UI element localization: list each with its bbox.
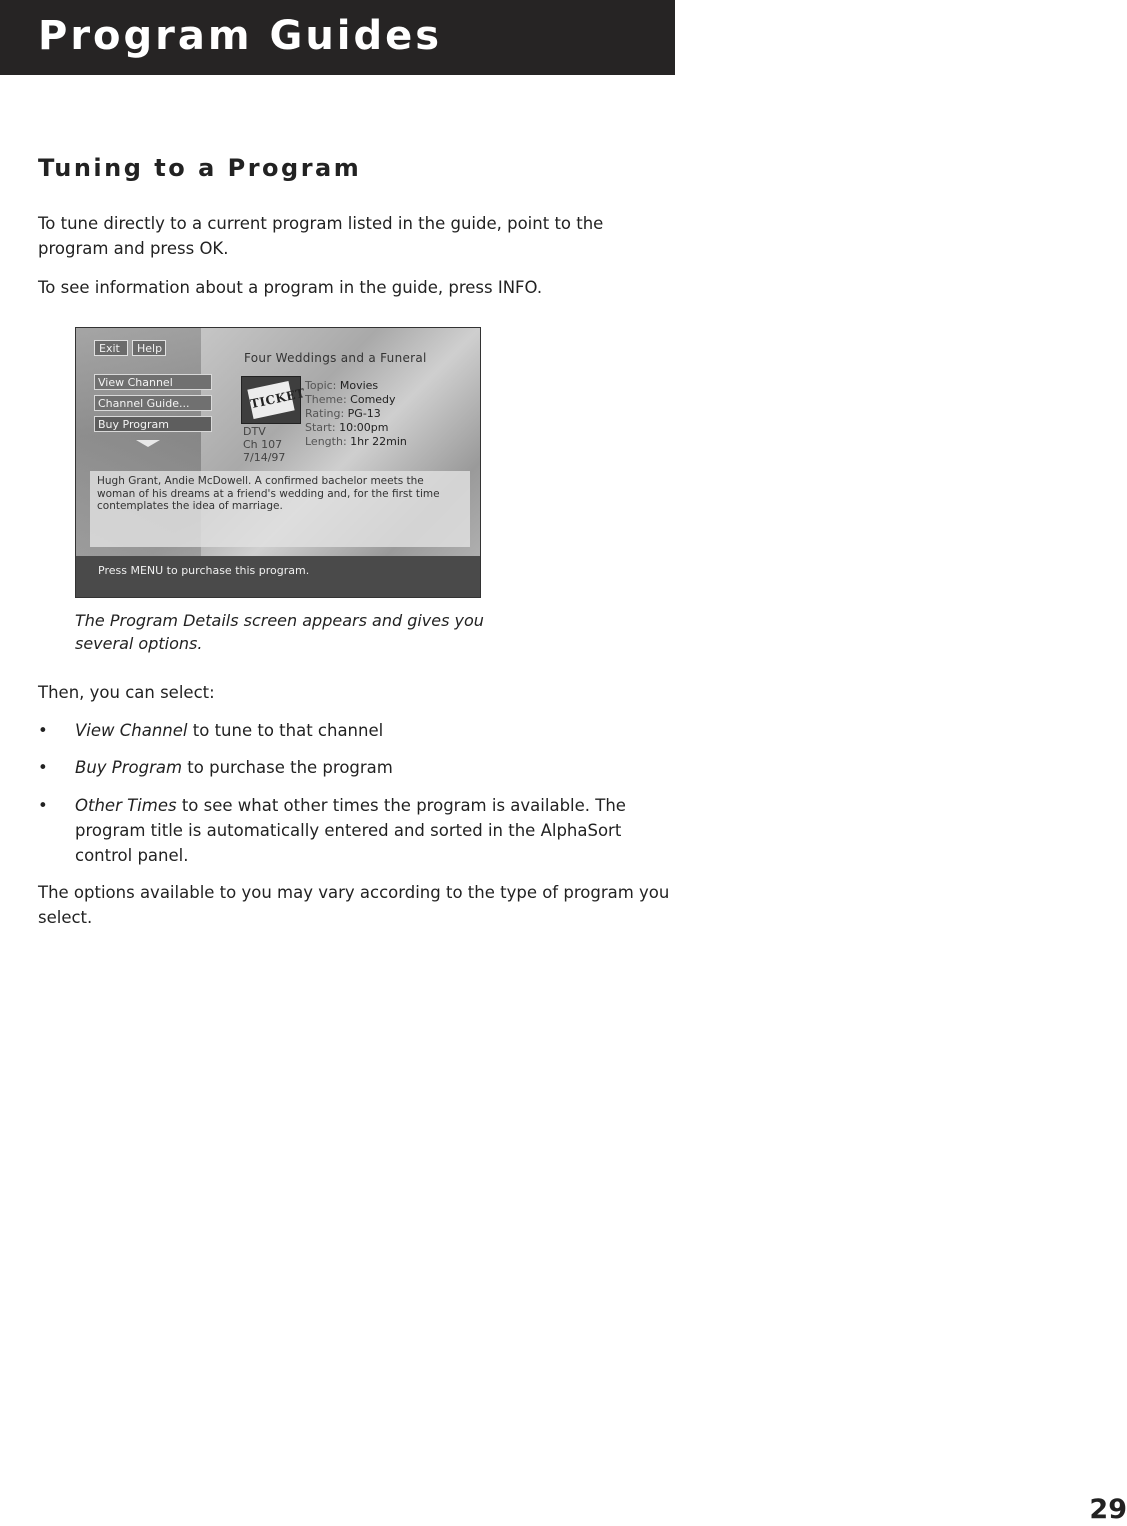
bullet-icon: • <box>38 758 48 777</box>
info-value: Comedy <box>350 393 396 406</box>
info-value: 1hr 22min <box>350 435 407 448</box>
info-label: Theme: <box>305 393 347 406</box>
channel-date: 7/14/97 <box>243 451 286 464</box>
info-topic <box>305 379 378 393</box>
intro-paragraph-2: To see information about a program in the guide, press INFO. <box>38 278 543 297</box>
closing-paragraph: The options available to you may vary according to the type of program you select. <box>38 883 670 927</box>
info-length <box>305 435 407 449</box>
select-intro: Then, you can select: <box>38 683 215 702</box>
help-button[interactable]: Help <box>132 340 166 356</box>
channel-number: Ch 107 <box>243 438 283 451</box>
scroll-down-arrow-icon[interactable] <box>136 440 160 447</box>
info-label: Topic: <box>305 379 337 392</box>
info-value: 10:00pm <box>339 421 389 434</box>
page-header-title: Program Guides <box>38 13 443 59</box>
ticket-label: TICKET <box>247 381 294 419</box>
bullet-icon: • <box>38 796 48 815</box>
program-details-screenshot <box>75 327 481 598</box>
bullet-description: to purchase the program <box>182 758 393 777</box>
view-channel-menu-item[interactable]: View Channel <box>94 374 212 390</box>
bullet-text <box>75 718 675 743</box>
intro-paragraph-1: To tune directly to a current program listed in the guide, point to the program and press OK. <box>38 214 604 258</box>
bullet-term: View Channel <box>75 721 188 740</box>
bullet-icon: • <box>38 721 48 740</box>
page-number: 29 <box>1089 1494 1127 1525</box>
bullet-text <box>75 755 675 780</box>
info-rating <box>305 407 381 421</box>
bullet-text <box>75 793 675 868</box>
footer-instruction: Press MENU to purchase this program. <box>98 564 310 577</box>
channel-guide-menu-item[interactable]: Channel Guide... <box>94 395 212 411</box>
info-value: Movies <box>339 379 379 392</box>
info-label: Start: <box>305 421 336 434</box>
exit-button[interactable]: Exit <box>94 340 128 356</box>
info-value: PG-13 <box>347 407 381 420</box>
info-label: Rating: <box>305 407 345 420</box>
bullet-description: to see what other times the program is available. The program title is automatically entered and sorted in the AlphaSort control panel. <box>75 796 626 865</box>
ticket-icon <box>241 376 307 424</box>
program-title: Four Weddings and a Funeral <box>244 351 427 365</box>
info-label: Length: <box>305 435 347 448</box>
screen-footer <box>76 556 481 598</box>
program-description: Hugh Grant, Andie McDowell. A confirmed bachelor meets the woman of his dreams at a friend's wedding and, for the first time contemplates the idea of marriage. <box>90 471 470 547</box>
section-title: Tuning to a Program <box>38 154 362 182</box>
figure-caption: The Program Details screen appears and gives you several options. <box>75 611 484 653</box>
bullet-term: Buy Program <box>75 758 183 777</box>
bullet-description: to tune to that channel <box>187 721 384 740</box>
info-theme <box>305 393 396 407</box>
info-start <box>305 421 388 435</box>
header-bar <box>0 0 675 75</box>
bullet-term: Other Times <box>75 796 177 815</box>
channel-network: DTV <box>243 425 266 438</box>
buy-program-menu-item[interactable]: Buy Program <box>94 416 212 432</box>
